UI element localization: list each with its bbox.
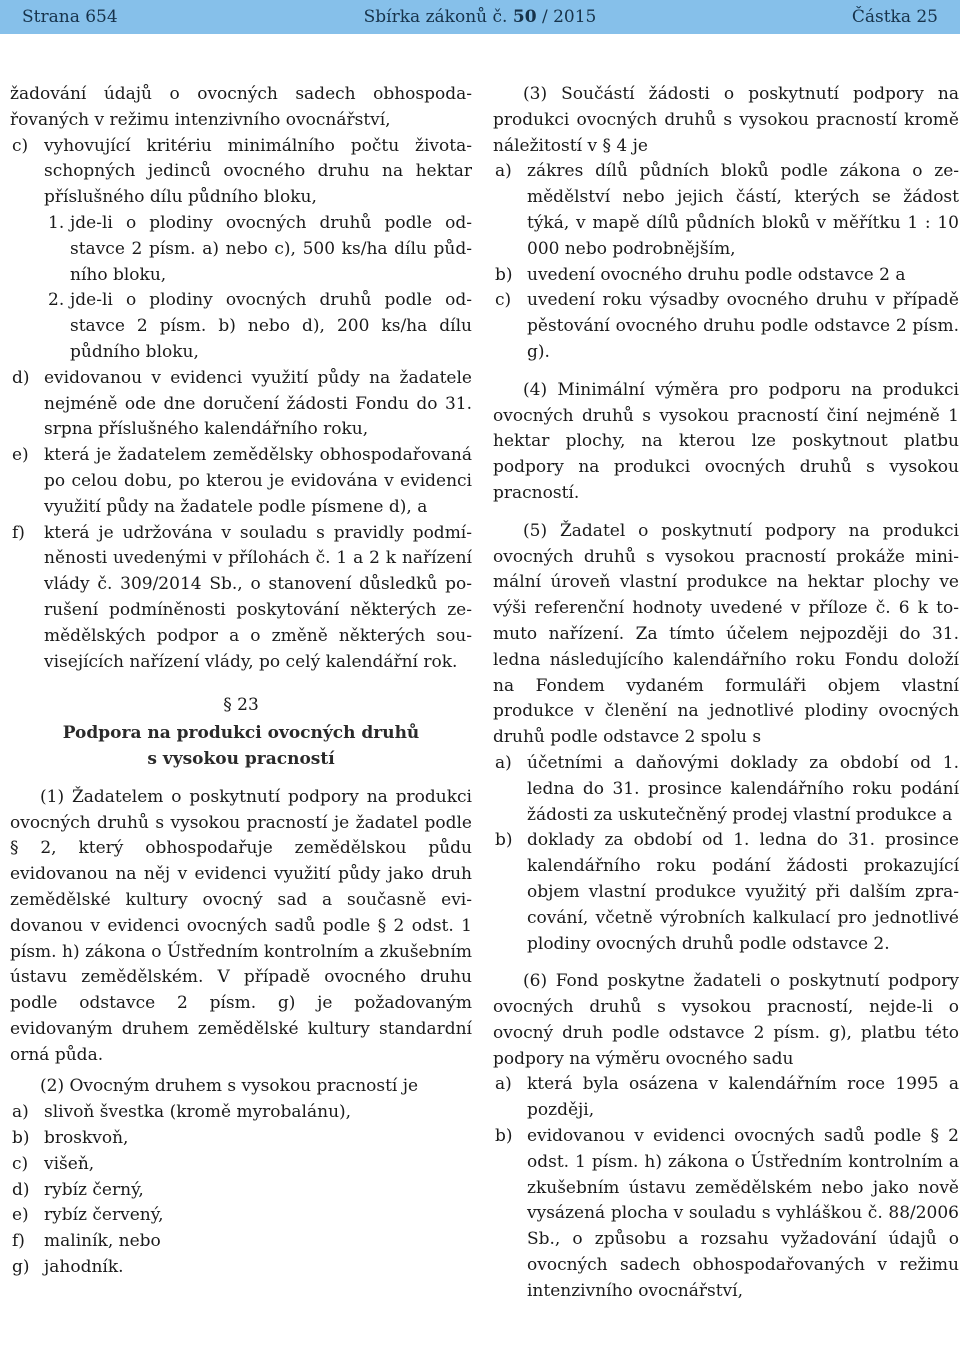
paragraph-3: (3) Součástí žádosti o poskytnutí podpory na produkci ovocných druhů s vysokou pracností kromě náležitostí v § 4 je <box>493 84 959 156</box>
list-key: c) <box>12 135 29 156</box>
list-text: zákres dílů půdních bloků podle zákona o zemědělství nebo jejich částí, kterých se žádost týká, v mapě dílů půdních bloků v měřítku 1 : 10 000 nebo podrobnějším, <box>527 161 959 259</box>
list-key: b) <box>495 264 513 285</box>
paragraph-2: (2) Ovocným druhem s vysokou pracností je <box>40 1076 419 1097</box>
page-header <box>0 0 960 34</box>
list-key: a) <box>495 1074 512 1095</box>
list-item <box>10 1255 472 1281</box>
list-key: a) <box>495 161 512 182</box>
list-key: g) <box>12 1257 30 1278</box>
list-text: jahodník. <box>44 1257 124 1278</box>
collection-number: 50 <box>512 7 537 27</box>
list-key: c) <box>12 1153 29 1174</box>
collection-title <box>0 7 960 27</box>
list-item <box>10 1152 472 1178</box>
paragraph-5: (5) Žadatel o poskytnutí podpory na produkci ovocných druhů s vysokou pracností prokáže minimální úroveň vlastní produkce na hektar plochy ve výši referenční hodnoty uvedené v příloze č. 6 k tomuto nařízení. Za tímto účelem nejpozději do 31. ledna následujícího kalendářního roku Fondu doloží na Fondem vydaném formuláři objem vlastní produkce v členění na jednotlivé plodiny ovocných druhů podle odstavce 2 spolu s <box>493 520 959 748</box>
list-key: c) <box>495 290 512 311</box>
sub-list-text: jde-li o plodiny ovocných druhů podle odstavce 2 písm. a) nebo c), 500 ks/ha dílu půdního bloku, <box>70 212 472 285</box>
list-key: d) <box>12 367 30 388</box>
paragraph-6: (6) Fond poskytne žadateli o poskytnutí podpory ovocných druhů s vysokou pracností, nejde-li o ovocný druh podle odstavce 2 písm. g), platbu této podpory na výměru ovocného sadu <box>493 971 959 1069</box>
list-item <box>493 288 959 365</box>
list-text: uvedení ovocného druhu podle odstavce 2 a <box>527 264 906 285</box>
list-text: rybíz červený, <box>44 1205 164 1226</box>
list-text: vyhovující kritériu minimálního počtu životaschopných jedinců ovocného druhu na hektar příslušného dílu půdního bloku, <box>44 135 472 208</box>
sub-list-item <box>48 288 472 365</box>
list-text: uvedení roku výsadby ovocného druhu v případě pěstování ovocného druhu podle odstavce 2 písm. g). <box>527 290 959 362</box>
list-item <box>493 751 959 828</box>
list-key: b) <box>495 1126 513 1147</box>
list-key: e) <box>12 445 29 466</box>
sub-list-item <box>48 211 472 288</box>
list-item <box>493 828 959 957</box>
list-key: e) <box>12 1205 29 1226</box>
list-text: účetními a daňovými doklady za období od 1. ledna do 31. prosince kalendářního roku podání žádosti za uskutečněný prodej vlastní produkce a <box>527 752 959 825</box>
left-column <box>10 82 472 1281</box>
list-item <box>493 159 959 262</box>
sub-list-text: jde-li o plodiny ovocných druhů podle odstavce 2 písm. b) nebo d), 200 ks/ha dílu půdního bloku, <box>70 290 472 362</box>
list-key: b) <box>495 830 513 851</box>
list-key: f) <box>12 1231 25 1252</box>
list-text: která byla osázena v kalendářním roce 1995 a později, <box>527 1074 959 1121</box>
page-number: Strana 654 <box>22 7 118 27</box>
list-text: rybíz černý, <box>44 1179 144 1200</box>
list-text: slivoň švestka (kromě myrobalánu), <box>44 1102 352 1123</box>
list-key: f) <box>12 522 25 543</box>
list-item <box>10 1126 472 1152</box>
list-text: višeň, <box>44 1153 95 1174</box>
list-item <box>493 1072 959 1124</box>
part-label: Částka 25 <box>851 7 938 27</box>
collection-prefix: Sbírka zákonů č. <box>363 7 508 27</box>
right-column <box>493 82 959 1305</box>
sub-list-key: 2. <box>48 290 65 311</box>
paragraph-1: (1) Žadatelem o poskytnutí podpory na produkci ovocných druhů s vysokou pracností je žadatel podle § 2, který obhospodařuje zemědělskou půdu evidovanou na něj v evidenci využití půdy jako druh zemědělské kultury ovocný sad a současně evidovanou v evidenci ovocných sadů podle § 2 odst. 1 písm. h) zákona o Ústředním kontrolním a zkušebním ústavu zemědělském. V případě ovocného druhu podle odstavce 2 písm. g) je požadovaným evidovaným druhem zemědělské kultury standardní orná půda. <box>10 786 472 1065</box>
list-text: doklady za období od 1. ledna do 31. prosince kalendářního roku podání žádosti prokazující objem vlastní produkce využitý při dalším zpracování, včetně výrobních kalkulací pro jednotlivé plodiny ovocných druhů podle odstavce 2. <box>527 830 959 954</box>
list-text: která je žadatelem zemědělsky obhospodařovaná po celou dobu, po kterou je evidována v evidenci využití půdy na žadatele podle písmene d), a <box>44 445 472 517</box>
list-item <box>493 263 959 289</box>
list-item <box>10 1229 472 1255</box>
list-item <box>10 366 472 443</box>
section-title-line-1: Podpora na produkci ovocných druhů <box>62 723 420 744</box>
list-item <box>493 1124 959 1305</box>
list-item <box>10 1203 472 1229</box>
paragraph-4: (4) Minimální výměra pro podporu na produkci ovocných druhů s vysokou pracností činí nejméně 1 hektar plochy, na kterou lze poskytnout platbu podpory na produkci ovocných druhů s vysokou pracností. <box>493 379 959 503</box>
list-item <box>10 521 472 676</box>
list-text: maliník, nebo <box>44 1231 161 1252</box>
list-item <box>10 1100 472 1126</box>
list-key: a) <box>495 752 512 773</box>
continued-text: žadování údajů o ovocných sadech obhospodařovaných v režimu intenzivního ovocnářství, <box>10 84 472 130</box>
list-key: d) <box>12 1179 30 1200</box>
list-text: evidovanou v evidenci ovocných sadů podle § 2 odst. 1 písm. h) zákona o Ústředním kontrolním a zkušebním ústavu zemědělském nebo jako nově vysázená plocha v souladu s vyhláškou č. 88/2006 Sb., o způsobu a rozsahu vyžadování údajů o ovocných sadech obhospodařovaných v režimu intenzivního ovocnářství, <box>527 1126 959 1301</box>
list-item <box>10 134 472 211</box>
sub-list-key: 1. <box>48 212 65 233</box>
list-key: a) <box>12 1102 29 1123</box>
list-item <box>10 443 472 520</box>
list-item <box>10 1178 472 1204</box>
section-number: § 23 <box>223 695 259 716</box>
list-text: která je udržována v souladu s pravidly podmíněnosti uvedenými v přílohách č. 1 a 2 k nařízení vlády č. 309/2014 Sb., o stanovení důsledků porušení podmíněnosti poskytování některých zemědělských podpor a o změně některých souvisejících nařízení vlády, po celý kalendářní rok. <box>44 522 472 672</box>
section-title-line-2: s vysokou pracností <box>147 748 335 769</box>
list-key: b) <box>12 1128 30 1149</box>
list-text: evidovanou v evidenci využití půdy na žadatele nejméně ode dne doručení žádosti Fondu do 31. srpna příslušného kalendářního roku, <box>44 367 472 440</box>
collection-year: / 2015 <box>541 7 597 27</box>
list-text: broskvoň, <box>44 1128 129 1149</box>
